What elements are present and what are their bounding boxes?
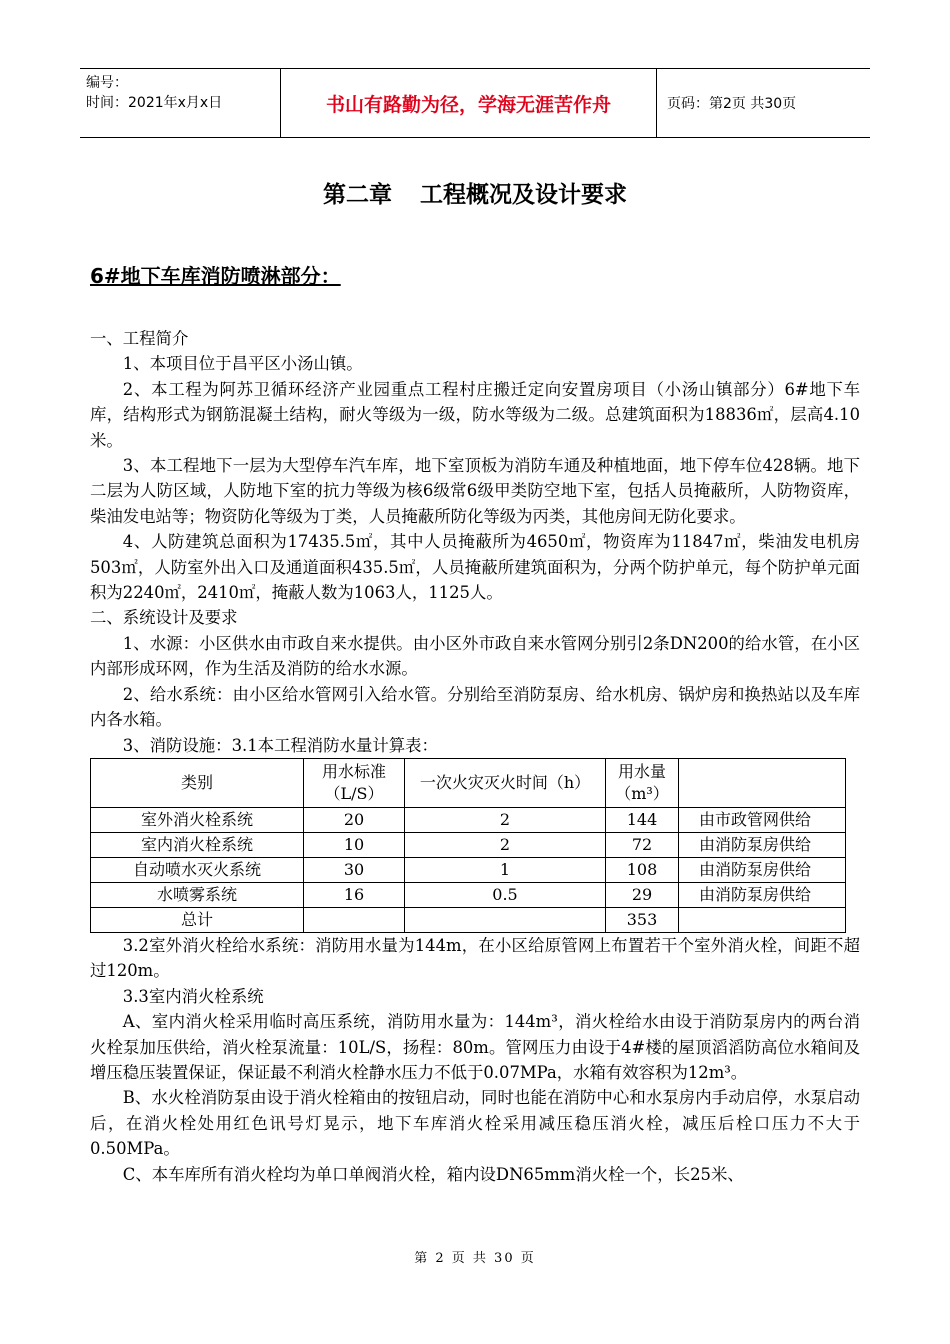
table-cell: 16: [304, 882, 405, 907]
chapter-title: [0, 176, 950, 209]
paragraph: 1、本项目位于昌平区小汤山镇。: [122, 354, 363, 374]
paragraph: 3.3室内消火栓系统: [122, 986, 264, 1006]
table-row: [91, 832, 846, 857]
table-cell: 20: [304, 807, 405, 832]
heading-design: 二、系统设计及要求: [90, 608, 238, 628]
table-cell: 2: [405, 832, 606, 857]
paragraph: 3.2室外消火栓给水系统：消防用水量为144m，在小区给原管网上布置若干个室外消火栓，间距不超过120m。: [90, 935, 860, 981]
table-row: [91, 807, 846, 832]
table-cell: 室外消火栓系统: [91, 807, 304, 832]
paragraph: 3、消防设施：3.1本工程消防水量计算表：: [122, 735, 438, 755]
table-cell: 0.5: [405, 882, 606, 907]
table-cell: [679, 907, 846, 932]
page-header: [80, 68, 870, 138]
paragraph: B、水火栓消防泵由设于消火栓箱由的按钮启动，同时也能在消防中心和水泵房内手动启停，水泵启动后，在消火栓处用红色讯号灯晃示，地下车库消火栓采用减压稳压消火栓，减压后栓口压力不大于0.50MPa。: [90, 1088, 860, 1159]
table-cell: 室内消火栓系统: [91, 832, 304, 857]
table-cell: 水喷雾系统: [91, 882, 304, 907]
table-cell: 由消防泵房供给: [679, 882, 846, 907]
table-cell: 30: [304, 857, 405, 882]
table-row-total: [91, 907, 846, 932]
table-header: 一次火灾灭火时间（h）: [405, 758, 606, 807]
paragraph: 3、本工程地下一层为大型停车汽车库，地下室顶板为消防车通及种植地面，地下停车位428辆。地下二层为人防区域，人防地下室的抗力等级为核6级常6级甲类防空地下室，包括人员掩蔽所，人防物资库，柴油发电站等；物资防化等级为丁类，人员掩蔽所防化等级为丙类，其他房间无防化要求。: [90, 456, 860, 526]
table-cell: 72: [606, 832, 679, 857]
table-header: 用水标准（L/S）: [304, 758, 405, 807]
table-cell: 29: [606, 882, 679, 907]
water-calc-table: [90, 758, 846, 933]
table-cell: 1: [405, 857, 606, 882]
table-cell: 144: [606, 807, 679, 832]
table-cell: [405, 907, 606, 932]
table-cell: 自动喷水灭火系统: [91, 857, 304, 882]
table-row: [91, 857, 846, 882]
chapter-number: 第二章: [322, 182, 392, 208]
table-cell: 10: [304, 832, 405, 857]
table-cell: 2: [405, 807, 606, 832]
section-title: 6#地下车库消防喷淋部分：: [90, 264, 341, 288]
page-footer: 第 2 页 共 30 页: [414, 1251, 536, 1266]
table-cell: 由市政管网供给: [679, 807, 846, 832]
header-meta: [80, 69, 280, 137]
chapter-name: 工程概况及设计要求: [420, 182, 627, 208]
table-cell: 由消防泵房供给: [679, 832, 846, 857]
paragraph: 2、本工程为阿苏卫循环经济产业园重点工程村庄搬迁定向安置房项目（小汤山镇部分）6#地下车库，结构形式为钢筋混凝土结构，耐火等级为一级，防水等级为二级。总建筑面积为18836㎡，层高4.10米。: [90, 379, 860, 450]
table-cell: 总计: [91, 907, 304, 932]
header-motto: 书山有路勤为径，学海无涯苦作舟: [280, 69, 657, 137]
doc-number: 编号：: [86, 75, 128, 91]
table-cell: [304, 907, 405, 932]
table-cell: 108: [606, 857, 679, 882]
heading-intro: 一、工程简介: [90, 329, 189, 348]
body-content: [90, 326, 860, 1187]
table-cell: 由消防泵房供给: [679, 857, 846, 882]
paragraph: 1、水源：小区供水由市政自来水提供。由小区外市政自来水管网分别引2条DN200的给水管，在小区内部形成环网，作为生活及消防的给水水源。: [90, 633, 860, 679]
table-header: 用水量（m³）: [606, 758, 679, 807]
table-header: [679, 758, 846, 807]
table-cell: 353: [606, 907, 679, 932]
doc-time: 时间：2021年x月x日: [86, 95, 223, 111]
paragraph: C、本车库所有消火栓均为单口单阀消火栓，箱内设DN65mm消火栓一个，长25米、: [122, 1164, 744, 1184]
paragraph: 4、人防建筑总面积为17435.5㎡，其中人员掩蔽所为4650㎡，物资库为11847㎡，柴油发电机房503㎡，人防室外出入口及通道面积435.5㎡，人员掩蔽所建筑面积为，分两个防护单元，每个防护单元面积为2240㎡，2410㎡，掩蔽人数为1063人，1125人。: [90, 532, 860, 603]
paragraph: A、室内消火栓采用临时高压系统，消防用水量为：144m³，消火栓给水由设于消防泵房内的两台消火栓泵加压供给，消火栓泵流量：10L/S，扬程：80m。管网压力由设于4#楼的屋顶滔滔防高位水箱间及增压稳压装置保证，保证最不利消火栓静水压力不低于0.07MPa，水箱有效容积为12m³。: [90, 1012, 860, 1082]
paragraph: 2、给水系统：由小区给水管网引入给水管。分别给至消防泵房、给水机房、锅炉房和换热站以及车库内各水箱。: [90, 684, 860, 730]
header-page-info: 页码：第2页 共30页: [667, 96, 797, 112]
table-row: [91, 882, 846, 907]
table-header-row: [91, 758, 846, 807]
table-header: 类别: [91, 758, 304, 807]
